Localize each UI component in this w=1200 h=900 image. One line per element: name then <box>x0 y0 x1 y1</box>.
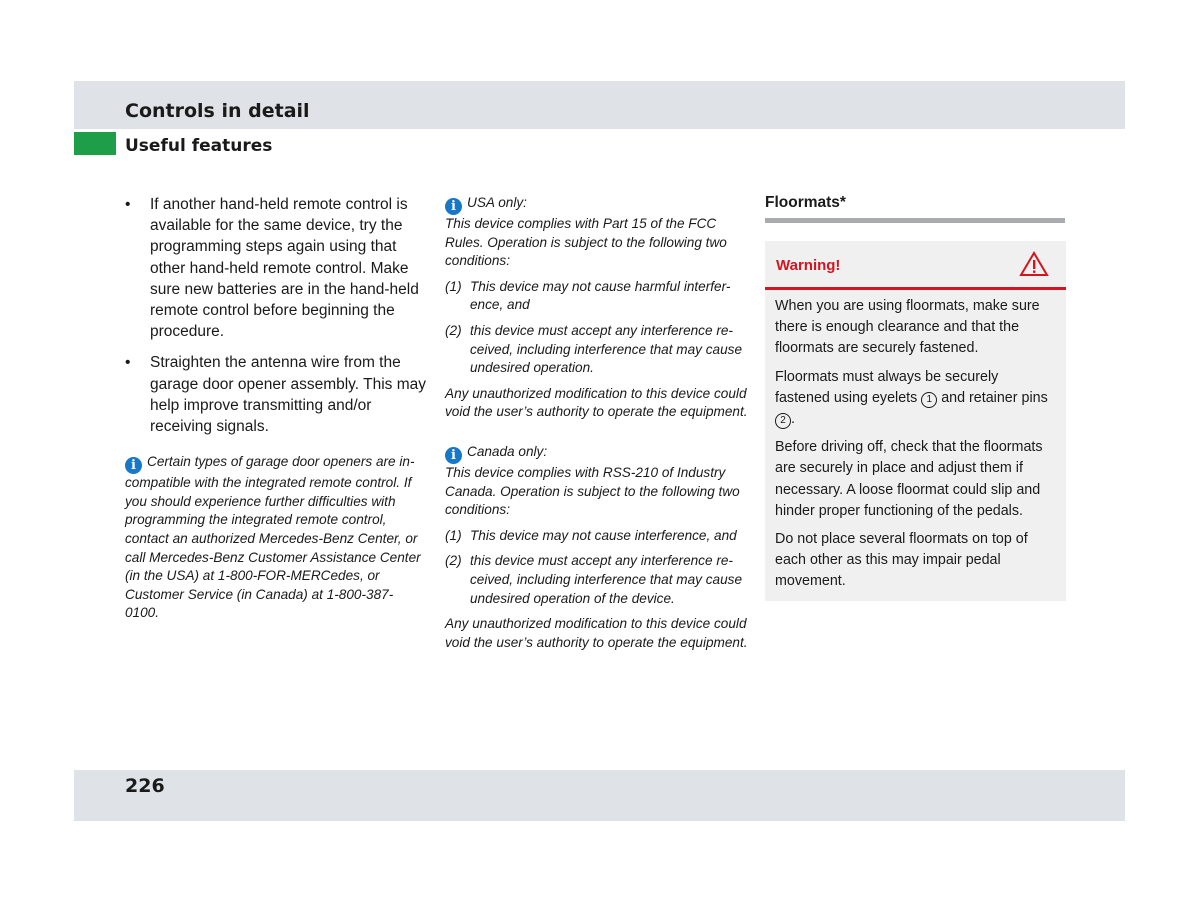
list-item: (1) This device may not cause interference, and <box>445 527 737 543</box>
usa-conditions <box>445 278 750 378</box>
warning-label: Warning! <box>776 257 841 274</box>
footer-band <box>74 770 1125 821</box>
info-note <box>125 453 427 623</box>
warning-text: Floormats must always be securely fastened using eyelets 1 and retainer pins 2 . <box>775 368 1048 428</box>
canada-heading: i Canada only: <box>445 443 750 464</box>
bullet-icon: • <box>125 196 131 213</box>
column-right <box>765 194 1066 601</box>
bullet-text: Straighten the antenna wire from the garage door opener assembly. This may help improve transmitting and/or receiving signals. <box>150 354 426 436</box>
page-number: 226 <box>125 775 165 797</box>
info-icon: i <box>125 457 142 474</box>
list-item: (2) this device must accept any interference re-ceived, including interference that may cause undesired operation. <box>445 322 743 376</box>
warning-text: When you are using floormats, make sure there is enough clearance and that the floormats are securely fastened. <box>775 298 1040 357</box>
list-item <box>125 352 427 437</box>
canada-outro: Any unauthorized modification to this device could void the user’s authority to operate the equipment. <box>445 616 748 650</box>
warning-text: Before driving off, check that the floormats are securely in place and adjust them if necessary. A loose floormat could slip and hinder proper functioning of the pedals. <box>775 439 1043 519</box>
bullet-list <box>125 194 427 437</box>
info-icon: i <box>445 447 462 464</box>
column-middle <box>445 194 750 659</box>
info-icon: i <box>445 198 462 215</box>
usa-heading: i USA only: <box>445 194 750 215</box>
page-title: Controls in detail <box>125 100 310 122</box>
floormats-heading: Floormats* <box>765 194 1065 223</box>
column-left <box>125 194 427 623</box>
list-item: (2) this device must accept any interference re-ceived, including interference that may cause undesired operation of the device. <box>445 553 743 606</box>
bullet-icon: • <box>125 354 131 372</box>
usa-outro: Any unauthorized modification to this device could void the user’s authority to operate the equipment. <box>445 385 748 420</box>
info-note-text: Certain types of garage door openers are in-compatible with the integrated remote control. If you should experience further difficulties with programming the integrated remote control, contact an authorized Mercedes-Benz Center, or call Mercedes-Benz Customer Assistance Center (in the USA) at 1-800-FOR-MERCedes, or Customer Service (in Canada) at 1-800-387-0100. <box>125 454 421 621</box>
list-item: (1) This device may not cause harmful interfer-ence, and <box>445 278 731 313</box>
usa-notice <box>445 194 750 422</box>
section-title: Useful features <box>125 136 273 156</box>
warning-box <box>765 241 1066 601</box>
list-item <box>125 194 427 342</box>
section-color-marker <box>74 132 116 155</box>
callout-2-icon: 2 <box>775 413 791 429</box>
canada-intro: This device complies with RSS-210 of Industry Canada. Operation is subject to the following two conditions: <box>445 464 740 518</box>
warning-triangle-icon <box>1019 251 1049 277</box>
bullet-text: If another hand-held remote control is available for the same device, try the programming steps again using that other hand-held remote control. Make sure new batteries are in the hand-held remote control before beginning the procedure. <box>150 196 419 341</box>
canada-conditions <box>445 527 750 608</box>
warning-header <box>765 241 1066 290</box>
warning-text: Do not place several floormats on top of each other as this may impair pedal movement. <box>775 531 1028 590</box>
usa-intro: This device complies with Part 15 of the FCC Rules. Operation is subject to the following two conditions: <box>445 216 727 269</box>
callout-1-icon: 1 <box>921 392 937 408</box>
canada-notice <box>445 443 750 652</box>
